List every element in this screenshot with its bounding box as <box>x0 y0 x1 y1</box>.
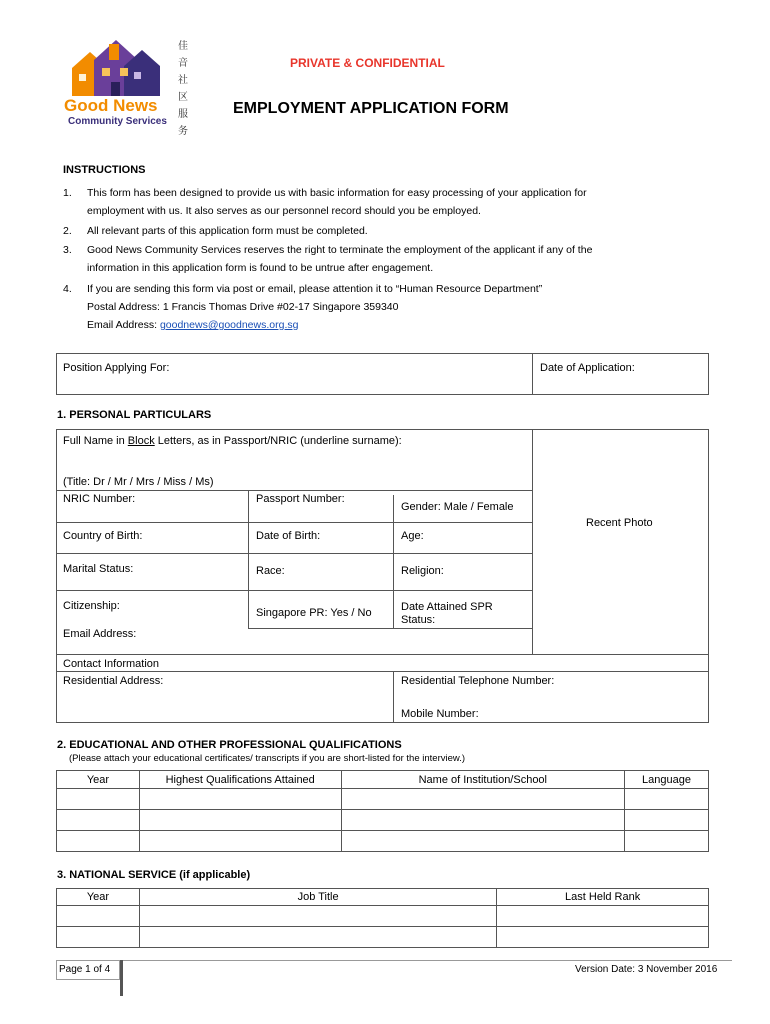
column-header: Name of Institution/School <box>341 771 625 789</box>
confidential-label: PRIVATE & CONFIDENTIAL <box>290 56 445 70</box>
mobile-number-field[interactable]: Mobile Number: <box>401 708 479 720</box>
column-header: Last Held Rank <box>497 889 709 906</box>
logo-chinese-text: 佳 音 社 区 服 务 <box>178 41 188 137</box>
table-header-row <box>57 771 709 789</box>
date-of-birth-field[interactable]: Date of Birth: <box>256 530 321 542</box>
age-field[interactable]: Age: <box>401 530 424 542</box>
title-options[interactable]: (Title: Dr / Mr / Mrs / Miss / Ms) <box>63 476 214 488</box>
table-header-row <box>57 889 709 906</box>
gender-field[interactable]: Gender: Male / Female <box>401 501 514 513</box>
recent-photo-box[interactable]: Recent Photo <box>586 517 653 529</box>
singapore-pr-field[interactable]: Singapore PR: Yes / No <box>256 607 372 619</box>
education-table <box>56 770 709 852</box>
national-service-heading: 3. NATIONAL SERVICE (if applicable) <box>57 869 251 881</box>
date-of-application-field[interactable]: Date of Application: <box>540 362 635 374</box>
citizenship-field[interactable]: Citizenship: <box>63 600 120 612</box>
column-header: Highest Qualifications Attained <box>139 771 341 789</box>
education-note: (Please attach your educational certificates/ transcripts if you are short-listed for the interview.) <box>69 753 466 764</box>
date-attained-spr-field[interactable]: Date Attained SPR Status: <box>401 601 493 626</box>
houses-logo-icon <box>64 38 174 98</box>
instructions-list: 1. This form has been designed to provide us with basic information for easy processing of your application for employment with us. It also serves as our personnel record should you be employed. 2. All relevant parts of this application form must be completed. 3. Good News Community Services reserves the right to terminate the employment of the applicant if any of the information in this application form is found to be untrue after engagement. 4. If you are sending this form via post or email, please attention it to “Human Resource Department” Postal Address: 1 Francis Thomas Drive #02-17 Singapore 359340 Email Address: goodnews@goodnews.org.sg <box>63 184 713 344</box>
page-number: Page 1 of 4 <box>59 964 111 975</box>
table-row[interactable] <box>57 927 709 948</box>
personal-particulars-heading: 1. PERSONAL PARTICULARS <box>57 409 212 421</box>
position-applying-field[interactable]: Position Applying For: <box>63 362 170 374</box>
national-service-table <box>56 888 709 948</box>
education-heading: 2. EDUCATIONAL AND OTHER PROFESSIONAL QUALIFICATIONS <box>57 739 402 751</box>
footer-divider <box>120 960 732 961</box>
nric-field[interactable]: NRIC Number: <box>63 493 136 505</box>
table-row[interactable] <box>57 810 709 831</box>
organization-logo <box>64 38 194 137</box>
full-name-field[interactable]: Full Name in Block Letters, as in Passport/NRIC (underline surname): <box>63 435 402 447</box>
page-title: EMPLOYMENT APPLICATION FORM <box>233 100 509 117</box>
instruction-2: All relevant parts of this application form must be completed. <box>87 225 368 237</box>
column-header: Language <box>625 771 709 789</box>
position-box <box>56 353 709 395</box>
table-row[interactable] <box>57 789 709 810</box>
email-address-field[interactable]: Email Address: <box>63 628 137 640</box>
email-link[interactable]: goodnews@goodnews.org.sg <box>159 319 299 331</box>
logo-subtitle: Community Services <box>68 116 167 127</box>
instruction-4: If you are sending this form via post or email, please attention it to “Human Resource Department” Postal Address: 1 Francis Thomas Drive #02-17 Singapore 359340 Email Address: goodnews@goodnews.org.sg <box>87 283 543 331</box>
instruction-1: This form has been designed to provide us with basic information for easy processing of your application for employment with us. It also serves as our personnel record should you be employed. <box>87 187 587 217</box>
passport-field[interactable]: Passport Number: <box>256 493 345 505</box>
table-row[interactable] <box>57 831 709 852</box>
table-row[interactable] <box>57 906 709 927</box>
marital-status-field[interactable]: Marital Status: <box>63 563 134 575</box>
contact-information-label: Contact Information <box>63 658 159 670</box>
instructions-heading: INSTRUCTIONS <box>63 164 146 176</box>
residential-telephone-field[interactable]: Residential Telephone Number: <box>401 675 555 687</box>
instruction-3: Good News Community Services reserves the right to terminate the employment of the applicant if any of the information in this application form is found to be untrue after engagement. <box>87 244 593 274</box>
residential-address-field[interactable]: Residential Address: <box>63 675 164 687</box>
race-field[interactable]: Race: <box>256 565 285 577</box>
column-header: Year <box>57 889 140 906</box>
column-header: Year <box>57 771 140 789</box>
footer-vertical-divider <box>120 960 123 996</box>
version-date: Version Date: 3 November 2016 <box>575 964 718 975</box>
logo-name: Good News <box>64 96 158 115</box>
religion-field[interactable]: Religion: <box>401 565 444 577</box>
column-header: Job Title <box>139 889 496 906</box>
country-of-birth-field[interactable]: Country of Birth: <box>63 530 143 542</box>
